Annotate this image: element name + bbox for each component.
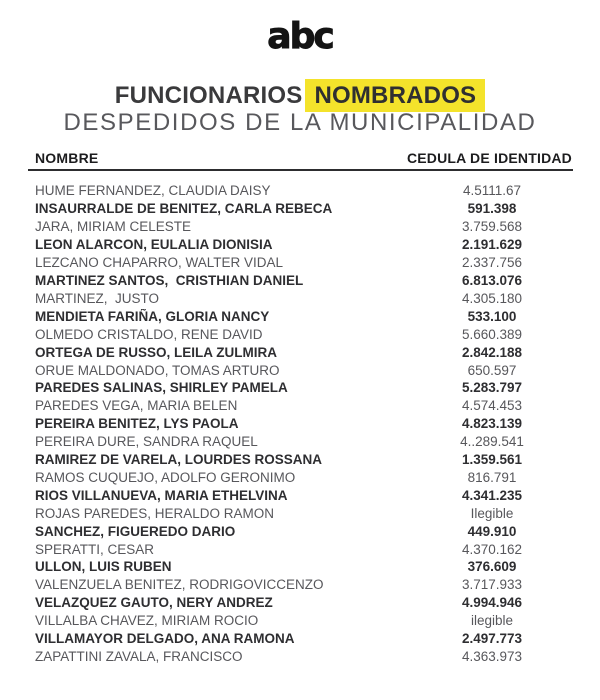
row-name: MENDIETA FARIÑA, GLORIA NANCY [35,308,270,324]
table-row [35,272,572,290]
row-id: 449.910 [467,523,517,539]
row-id: 533.100 [467,308,517,324]
table-row [35,433,572,451]
row-id: 2.191.629 [461,237,523,253]
table-row [35,504,572,522]
row-name: PAREDES SALINAS, SHIRLEY PAMELA [35,380,288,396]
table-row [35,469,572,487]
row-id: 4.305.180 [461,290,523,306]
row-id: 3.759.568 [461,219,523,235]
row-name: PEREIRA BENITEZ, LYS PAOLA [35,416,239,432]
row-id: 5.660.389 [461,326,523,342]
row-id: 650.597 [467,362,517,378]
row-name: VILLALBA CHAVEZ, MIRIAM ROCIO [35,613,259,629]
row-name: INSAURRALDE DE BENITEZ, CARLA REBECA [35,201,333,217]
row-name: MARTINEZ SANTOS, CRISTHIAN DANIEL [35,272,304,288]
row-name: VELAZQUEZ GAUTO, NERY ANDREZ [35,595,273,611]
row-name: ROJAS PAREDES, HERALDO RAMON [35,505,275,521]
table-rows [35,182,572,665]
table-row [35,200,572,218]
row-name: VILLAMAYOR DELGADO, ANA RAMONA [35,631,295,647]
table-row [35,182,572,200]
title-prefix: FUNCIONARIOS [114,82,303,109]
row-id: 3.717.933 [461,577,523,593]
table-row [35,558,572,576]
table-row [35,486,572,504]
row-name: RIOS VILLANUEVA, MARIA ETHELVINA [35,487,288,503]
row-name: RAMIREZ DE VARELA, LOURDES ROSSANA [35,452,323,468]
row-id: 4.341.235 [461,487,523,503]
row-name: VALENZUELA BENITEZ, RODRIGOVICCENZO [35,577,324,593]
row-name: LEON ALARCON, EULALIA DIONISIA [35,237,273,253]
row-name: ORUE MALDONADO, TOMAS ARTURO [35,362,280,378]
row-name: ZAPATTINI ZAVALA, FRANCISCO [35,649,243,665]
table-header [35,150,572,166]
row-id: Ilegible [470,505,514,521]
row-name: SANCHEZ, FIGUEREDO DARIO [35,523,236,539]
row-id: 4.370.162 [461,541,523,557]
row-id: 6.813.076 [461,272,523,288]
table-row [35,361,572,379]
table-row [35,648,572,666]
header-divider [28,169,573,171]
table-row [35,397,572,415]
table-row [35,343,572,361]
row-id: 4.5111.67 [462,183,522,199]
page-title [0,79,600,112]
row-name: JARA, MIRIAM CELESTE [35,219,192,235]
row-id: 5.283.797 [461,380,523,396]
row-id: 4.994.946 [461,595,523,611]
row-name: MARTINEZ, JUSTO [35,290,160,306]
row-name: PAREDES VEGA, MARIA BELEN [35,398,238,414]
row-id: 2.337.756 [461,255,523,271]
table-row [35,325,572,343]
row-id: 4..289.541 [460,434,524,450]
title-highlight: NOMBRADOS [305,79,485,112]
table-row [35,576,572,594]
table-row [35,522,572,540]
table-row [35,451,572,469]
row-name: ULLON, LUIS RUBEN [35,559,172,575]
table-row [35,594,572,612]
row-name: RAMOS CUQUEJO, ADOLFO GERONIMO [35,469,296,485]
row-id: 4.574.453 [461,398,523,414]
page-subtitle: DESPEDIDOS DE LA MUNICIPALIDAD [63,109,537,136]
table-row [35,379,572,397]
row-name: HUME FERNANDEZ, CLAUDIA DAISY [35,183,271,199]
row-id: 2.842.188 [461,344,523,360]
table-row [35,254,572,272]
table-row [35,289,572,307]
row-id: 816.791 [467,469,517,485]
table-row [35,415,572,433]
row-id: ilegible [470,613,514,629]
column-header-cedula: CEDULA DE IDENTIDAD [406,150,572,166]
row-name: PEREIRA DURE, SANDRA RAQUEL [35,434,258,450]
table-row [35,236,572,254]
row-id: 2.497.773 [461,631,523,647]
table-row [35,307,572,325]
row-name: OLMEDO CRISTALDO, RENE DAVID [35,326,263,342]
row-id: 4.823.139 [461,416,523,432]
row-id: 591.398 [467,201,517,217]
abc-logo: abc [267,16,333,57]
table-row [35,612,572,630]
column-header-nombre: NOMBRE [35,150,99,166]
row-id: 1.359.561 [461,452,523,468]
table-row [35,540,572,558]
row-name: LEZCANO CHAPARRO, WALTER VIDAL [35,255,284,271]
row-name: ORTEGA DE RUSSO, LEILA ZULMIRA [35,344,277,360]
table-row [35,218,572,236]
table-row [35,630,572,648]
row-name: SPERATTI, CESAR [35,541,155,557]
row-id: 4.363.973 [461,649,523,665]
row-id: 376.609 [467,559,517,575]
